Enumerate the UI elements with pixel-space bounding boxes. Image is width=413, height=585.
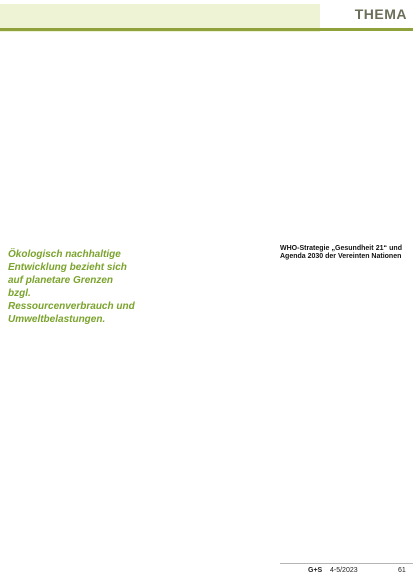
- page-footer: [300, 565, 410, 579]
- page-number: 61: [398, 567, 406, 574]
- pull-quote: Ökologisch nachhaltige Entwicklung bezieht sich auf planetare Grenzen bzgl. Ressourcenverbrauch und Umweltbelastungen.: [8, 249, 135, 325]
- footer-brand: G+S: [308, 567, 323, 574]
- footer-rule: [280, 563, 413, 564]
- column-right: [280, 40, 402, 268]
- header-rule: [0, 28, 413, 31]
- footer-issue: 4-5/2023: [330, 567, 358, 574]
- header-band: [0, 0, 413, 32]
- box-title: WHO-Strategie „Gesundheit 21“ und Agenda 2030 der Vereinten Nationen: [280, 245, 402, 261]
- section-title: THEMA: [354, 6, 407, 22]
